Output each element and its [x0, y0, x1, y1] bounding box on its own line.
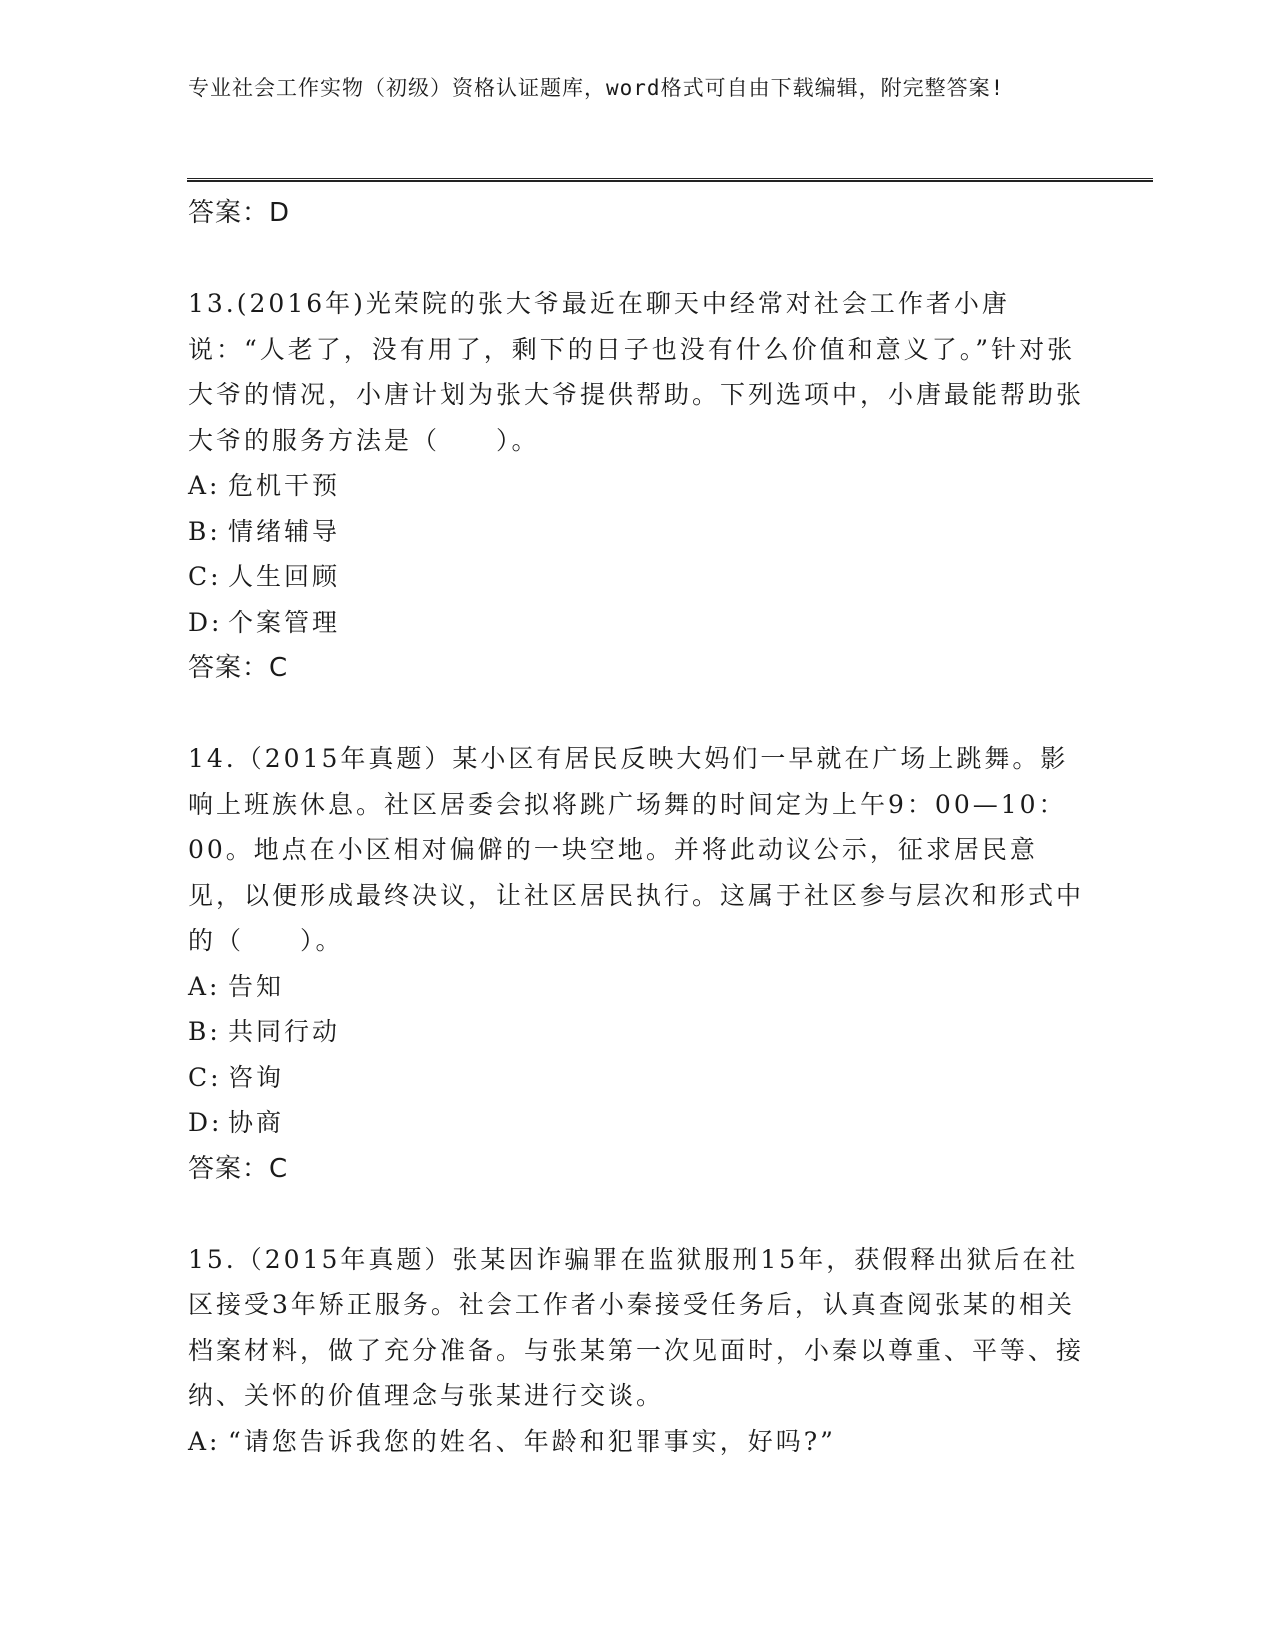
option-b	[188, 1009, 1088, 1055]
document-body	[188, 190, 1088, 1464]
option-a	[188, 964, 1088, 1010]
header-divider	[187, 178, 1153, 182]
question-block	[188, 1237, 1088, 1465]
option-letter: B:	[188, 516, 221, 546]
answer-line: 答案：C	[188, 1153, 289, 1184]
option-letter: C:	[188, 562, 222, 591]
option-text: 协商	[228, 1108, 285, 1137]
option-letter: D:	[188, 1108, 223, 1137]
option-text: 咨询	[228, 1062, 285, 1092]
page-header: 专业社会工作实物（初级）资格认证题库，word格式可自由下载编辑，附完整答案!	[188, 76, 1005, 100]
answer-line: 答案：D	[188, 198, 291, 228]
question-block	[188, 281, 1088, 691]
option-letter: B:	[188, 1017, 221, 1046]
option-b	[188, 509, 1088, 555]
option-text: 危机干预	[228, 471, 341, 500]
option-c	[188, 554, 1088, 600]
answer-line: 答案：C	[188, 653, 289, 683]
option-text: “请您告诉我您的姓名、年龄和犯罪事实，好吗?”	[228, 1426, 836, 1456]
option-d	[188, 1100, 1088, 1146]
option-letter: A:	[188, 471, 221, 500]
option-text: 共同行动	[228, 1017, 341, 1046]
option-text: 情绪辅导	[228, 516, 341, 546]
question-text: 15.（2015年真题）张某因诈骗罪在监狱服刑15年，获假释出狱后在社区接受3年矫正服务。社会工作者小秦接受任务后，认真查阅张某的相关档案材料，做了充分准备。与张某第一次见面时，小秦以尊重、平等、接纳、关怀的价值理念与张某进行交谈。	[188, 1244, 1085, 1410]
option-letter: A:	[188, 971, 221, 1001]
option-a	[188, 463, 1088, 509]
option-c	[188, 1055, 1088, 1101]
option-d	[188, 600, 1088, 646]
option-letter: A:	[188, 1426, 221, 1456]
question-text: 13.(2016年)光荣院的张大爷最近在聊天中经常对社会工作者小唐说：“人老了，没有用了，剩下的日子也没有什么价值和意义了。”针对张大爷的情况，小唐计划为张大爷提供帮助。下列选项中，小唐最能帮助张大爷的服务方法是（ ）。	[188, 289, 1085, 455]
question-text: 14.（2015年真题）某小区有居民反映大妈们一早就在广场上跳舞。影响上班族休息。社区居委会拟将跳广场舞的时间定为上午9：00—10：00。地点在小区相对偏僻的一块空地。并将此动议公示，征求居民意见，以便形成最终决议，让社区居民执行。这属于社区参与层次和形式中的（ ）。	[188, 744, 1085, 955]
option-a	[188, 1419, 1088, 1465]
option-text: 告知	[228, 971, 285, 1001]
option-letter: D:	[188, 607, 223, 637]
option-letter: C:	[188, 1062, 222, 1092]
option-text: 人生回顾	[228, 562, 341, 591]
option-text: 个案管理	[228, 607, 341, 637]
question-block	[188, 736, 1088, 1192]
